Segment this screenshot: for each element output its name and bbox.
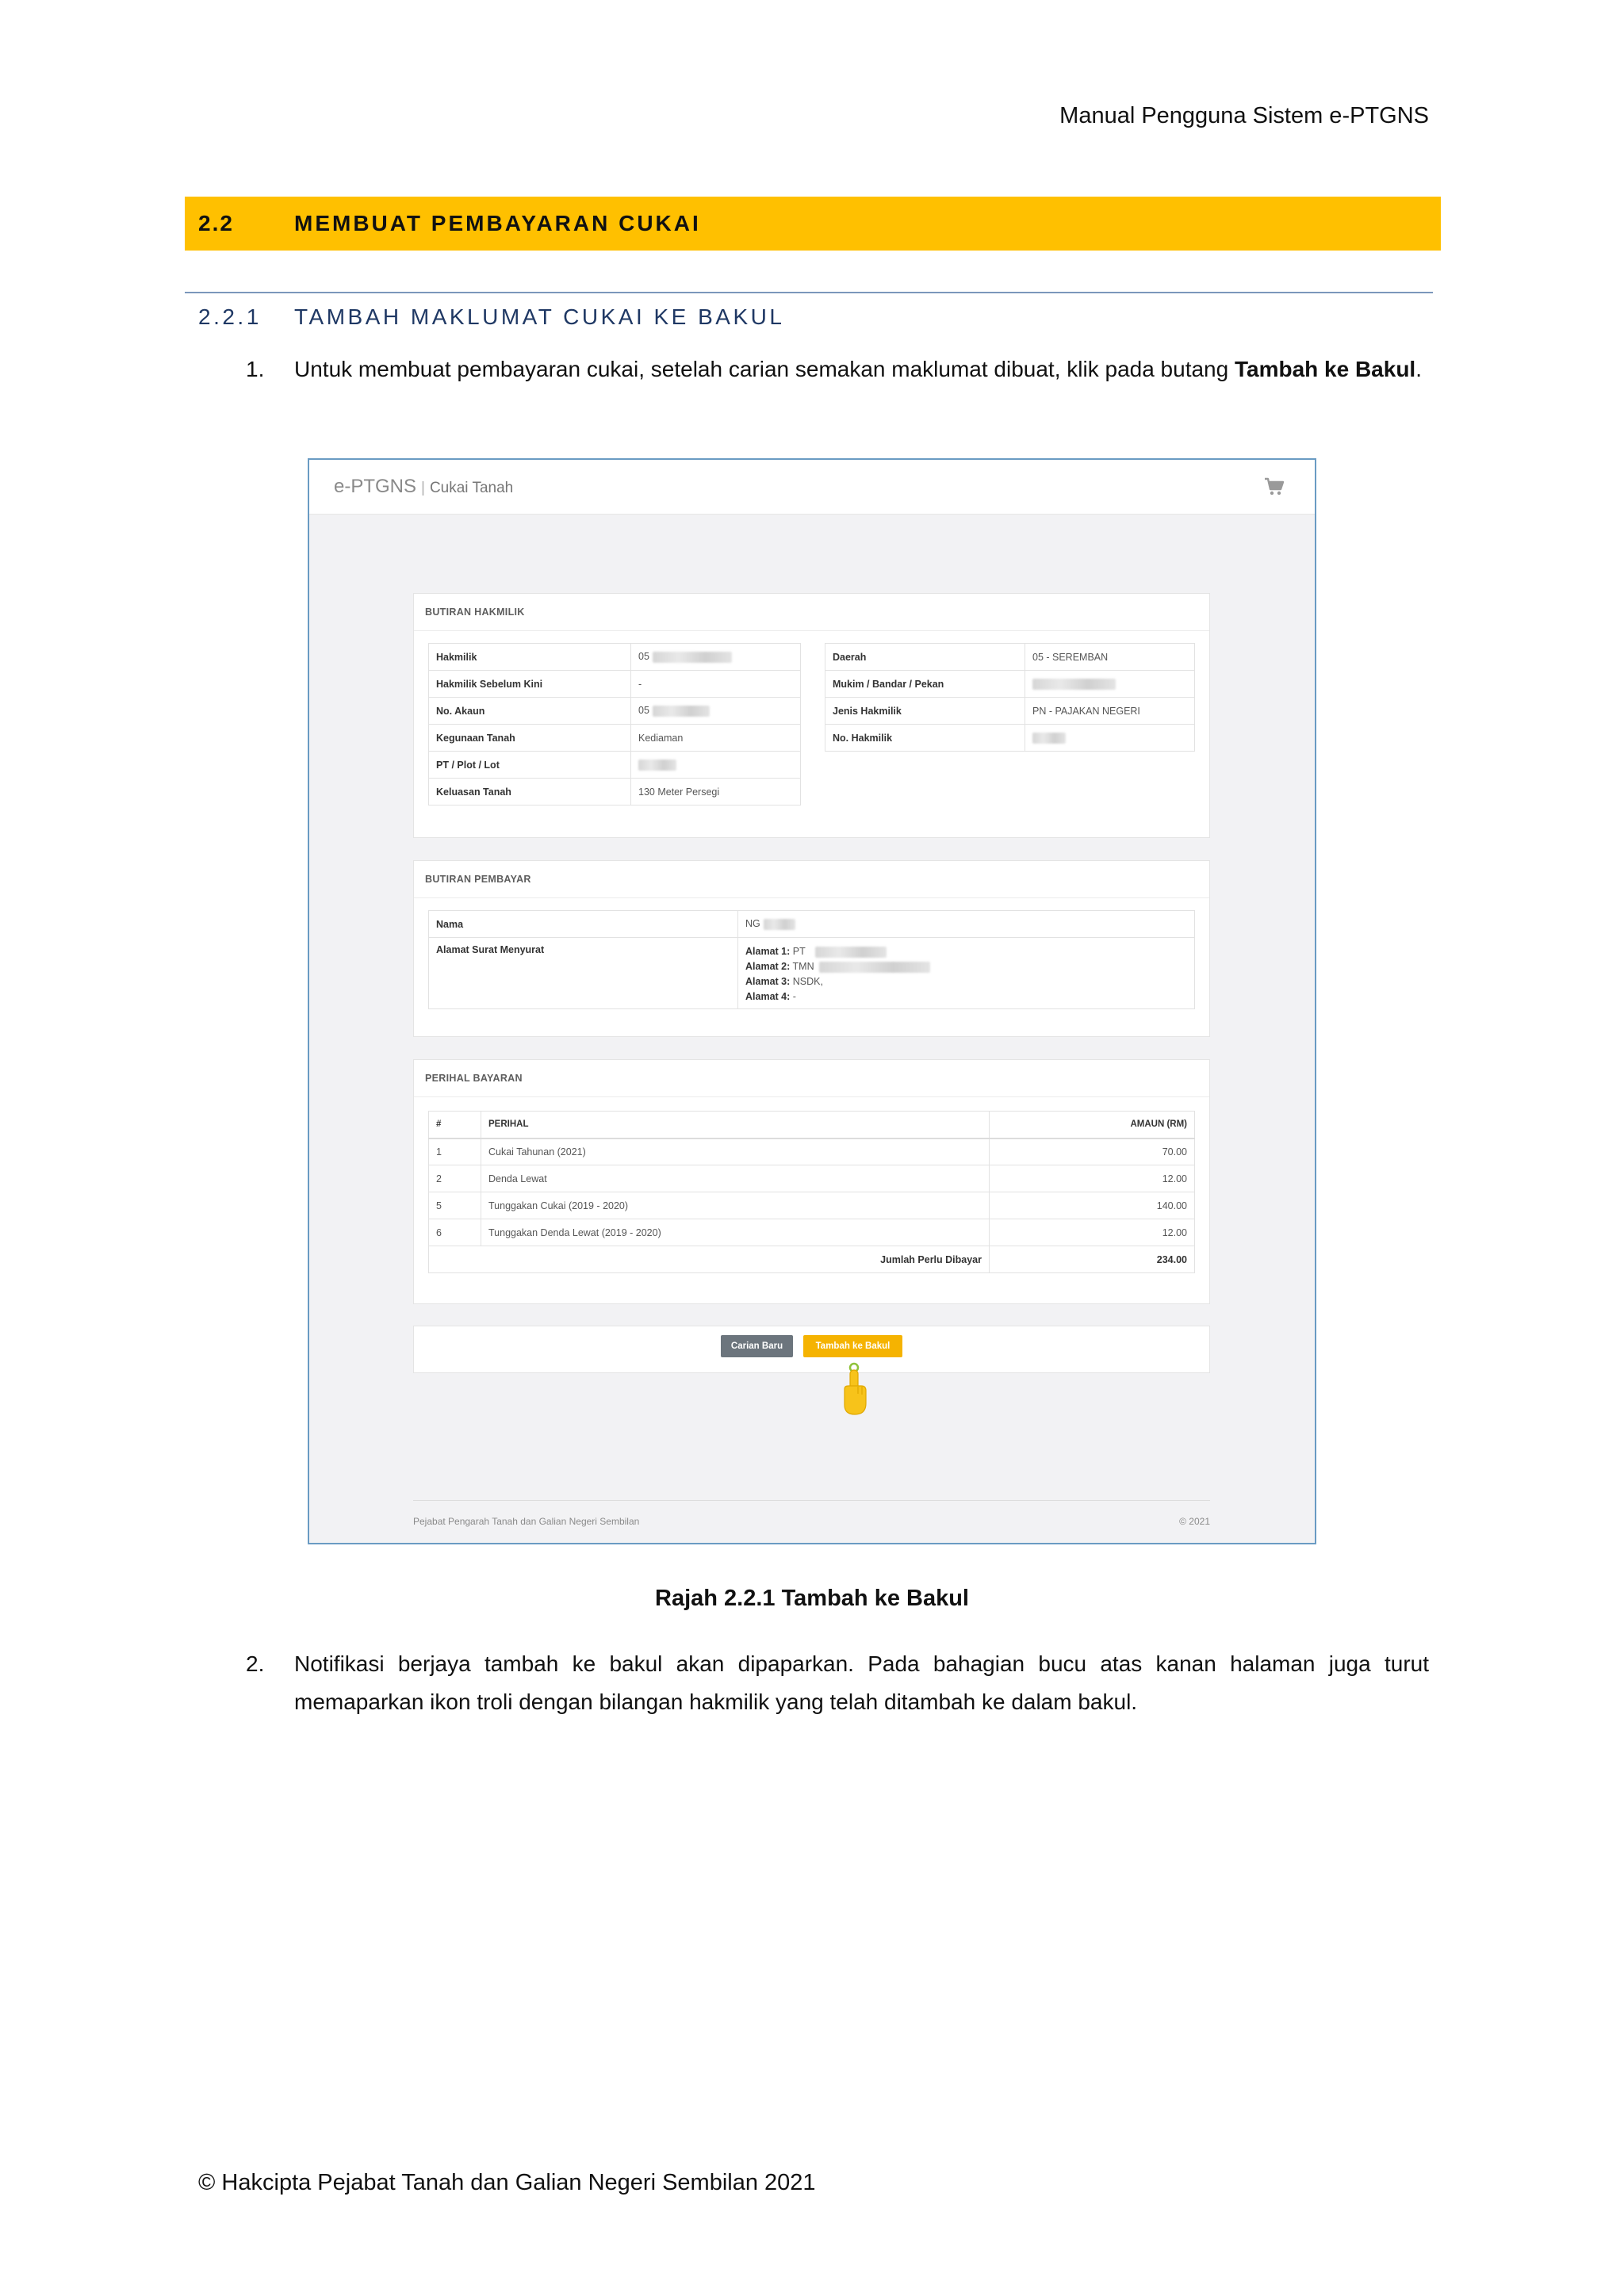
step-1-text-before: Untuk membuat pembayaran cukai, setelah carian semakan maklumat dibuat, klik pada butang <box>294 357 1235 381</box>
field-label: Mukim / Bandar / Pekan <box>825 671 1025 698</box>
table-row <box>429 1138 1195 1165</box>
field-label: Hakmilik <box>429 644 631 671</box>
field-value: 05 - SEREMBAN <box>1025 644 1195 671</box>
card-actions <box>413 1326 1210 1373</box>
section-number: 2.2 <box>198 211 234 235</box>
hakmilik-right-table <box>825 643 1195 752</box>
table-row <box>429 938 1195 1009</box>
table-row <box>825 725 1195 752</box>
field-value <box>738 911 1195 938</box>
field-value <box>1025 725 1195 752</box>
cell-no: 1 <box>429 1138 481 1165</box>
address-line <box>745 989 1187 1004</box>
app-footer-copyright: © 2021 <box>1179 1516 1210 1527</box>
field-label: Hakmilik Sebelum Kini <box>429 671 631 698</box>
address-line <box>745 974 1187 989</box>
perihal-table <box>428 1111 1195 1273</box>
pembayar-table <box>428 910 1195 1009</box>
field-label: Nama <box>429 911 738 938</box>
address-label: Alamat 1: <box>745 946 791 957</box>
section-divider <box>185 292 1433 293</box>
figure-caption: Rajah 2.2.1 Tambah ke Bakul <box>655 1586 969 1611</box>
value-text: 05 <box>638 651 649 663</box>
section-heading-bar <box>185 197 1441 251</box>
field-value <box>1025 671 1195 698</box>
subsection-number: 2.2.1 <box>198 304 262 329</box>
app-footer-divider <box>413 1500 1210 1501</box>
address-value: TMN <box>792 961 814 972</box>
field-label: Daerah <box>825 644 1025 671</box>
field-label: PT / Plot / Lot <box>429 752 631 779</box>
address-label: Alamat 2: <box>745 961 791 972</box>
field-value: Kediaman <box>631 725 801 752</box>
redacted-blur <box>653 706 710 717</box>
table-row <box>429 671 801 698</box>
redacted-blur <box>1032 679 1116 690</box>
step-2-text: Notifikasi berjaya tambah ke bakul akan dipaparkan. Pada bahagian bucu atas kanan halaman juga turut memaparkan ikon troli dengan bilangan hakmilik yang telah ditambah ke dalam bakul. <box>294 1651 1429 1714</box>
value-text: NG <box>745 918 760 930</box>
table-row <box>825 671 1195 698</box>
field-value <box>738 938 1195 1009</box>
column-header-perihal: PERIHAL <box>481 1112 990 1138</box>
table-row <box>429 644 801 671</box>
address-label: Alamat 4: <box>745 991 791 1002</box>
page-footer-copyright: © Hakcipta Pejabat Tanah dan Galian Negeri Sembilan 2021 <box>198 2170 816 2195</box>
table-row <box>429 1165 1195 1192</box>
redacted-blur <box>764 919 795 930</box>
redacted-blur <box>1032 733 1066 744</box>
field-value: - <box>631 671 801 698</box>
column-header-amaun: AMAUN (RM) <box>990 1112 1195 1138</box>
tambah-ke-bakul-button[interactable]: Tambah ke Bakul <box>803 1335 902 1357</box>
card-butiran-hakmilik <box>413 593 1210 838</box>
step-2-number: 2. <box>246 1651 265 1676</box>
address-value: - <box>792 991 796 1002</box>
card-perihal-bayaran <box>413 1059 1210 1304</box>
table-header-row <box>429 1112 1195 1138</box>
action-buttons <box>414 1335 1209 1357</box>
app-footer-text: Pejabat Pengarah Tanah dan Galian Negeri Sembilan <box>413 1516 640 1527</box>
redacted-blur <box>638 760 676 771</box>
cell-perihal: Cukai Tahunan (2021) <box>481 1138 990 1165</box>
subsection-title: TAMBAH MAKLUMAT CUKAI KE BAKUL <box>294 304 785 329</box>
brand-separator: | <box>421 480 425 496</box>
redacted-blur <box>653 652 732 663</box>
redacted-blur <box>819 962 930 973</box>
table-row <box>429 698 801 725</box>
field-value <box>631 752 801 779</box>
table-row <box>429 752 801 779</box>
total-label: Jumlah Perlu Dibayar <box>429 1246 990 1273</box>
card-title: BUTIRAN PEMBAYAR <box>414 861 1209 898</box>
redacted-blur <box>815 947 887 958</box>
app-brand[interactable] <box>334 460 513 516</box>
brand-name: e-PTGNS <box>334 476 417 497</box>
table-row <box>429 779 801 806</box>
cell-no: 5 <box>429 1192 481 1219</box>
cell-perihal: Tunggakan Denda Lewat (2019 - 2020) <box>481 1219 990 1246</box>
brand-subtitle: Cukai Tanah <box>429 480 514 496</box>
step-1-text-bold: Tambah ke Bakul <box>1234 357 1416 381</box>
table-row <box>825 698 1195 725</box>
card-title: BUTIRAN HAKMILIK <box>414 594 1209 631</box>
hakmilik-left-table <box>428 643 801 806</box>
cell-amaun: 70.00 <box>990 1138 1195 1165</box>
value-text: 05 <box>638 705 649 717</box>
cell-no: 6 <box>429 1219 481 1246</box>
address-line <box>745 944 1187 959</box>
cell-perihal: Tunggakan Cukai (2019 - 2020) <box>481 1192 990 1219</box>
table-row <box>429 1219 1195 1246</box>
field-label: Kegunaan Tanah <box>429 725 631 752</box>
address-line <box>745 959 1187 974</box>
cell-amaun: 140.00 <box>990 1192 1195 1219</box>
field-value <box>631 644 801 671</box>
table-row <box>429 1192 1195 1219</box>
table-row <box>429 725 801 752</box>
cell-no: 2 <box>429 1165 481 1192</box>
cell-amaun: 12.00 <box>990 1219 1195 1246</box>
step-1-number: 1. <box>246 357 265 381</box>
pointer-hand-icon <box>837 1362 871 1418</box>
field-label: Keluasan Tanah <box>429 779 631 806</box>
field-label: No. Hakmilik <box>825 725 1025 752</box>
step-1-text <box>294 350 1429 388</box>
section-title: MEMBUAT PEMBAYARAN CUKAI <box>294 211 701 235</box>
running-header: Manual Pengguna Sistem e-PTGNS <box>1059 103 1429 128</box>
column-header-no: # <box>429 1112 481 1138</box>
address-value: NSDK, <box>792 976 823 987</box>
field-value: PN - PAJAKAN NEGERI <box>1025 698 1195 725</box>
cell-amaun: 12.00 <box>990 1165 1195 1192</box>
figure-screenshot <box>308 458 1316 1544</box>
field-label: Alamat Surat Menyurat <box>429 938 738 1009</box>
field-label: No. Akaun <box>429 698 631 725</box>
app-navbar <box>309 460 1315 515</box>
table-row <box>429 911 1195 938</box>
card-title: PERIHAL BAYARAN <box>414 1060 1209 1097</box>
card-butiran-pembayar <box>413 860 1210 1037</box>
field-value: 130 Meter Persegi <box>631 779 801 806</box>
total-value: 234.00 <box>990 1246 1195 1273</box>
cell-perihal: Denda Lewat <box>481 1165 990 1192</box>
address-value: PT <box>792 946 806 957</box>
table-total-row <box>429 1246 1195 1273</box>
field-value <box>631 698 801 725</box>
field-label: Jenis Hakmilik <box>825 698 1025 725</box>
carian-baru-button[interactable]: Carian Baru <box>721 1335 793 1357</box>
shopping-cart-icon[interactable] <box>1264 477 1285 496</box>
address-label: Alamat 3: <box>745 976 791 987</box>
step-1-text-after: . <box>1415 357 1422 381</box>
table-row <box>825 644 1195 671</box>
